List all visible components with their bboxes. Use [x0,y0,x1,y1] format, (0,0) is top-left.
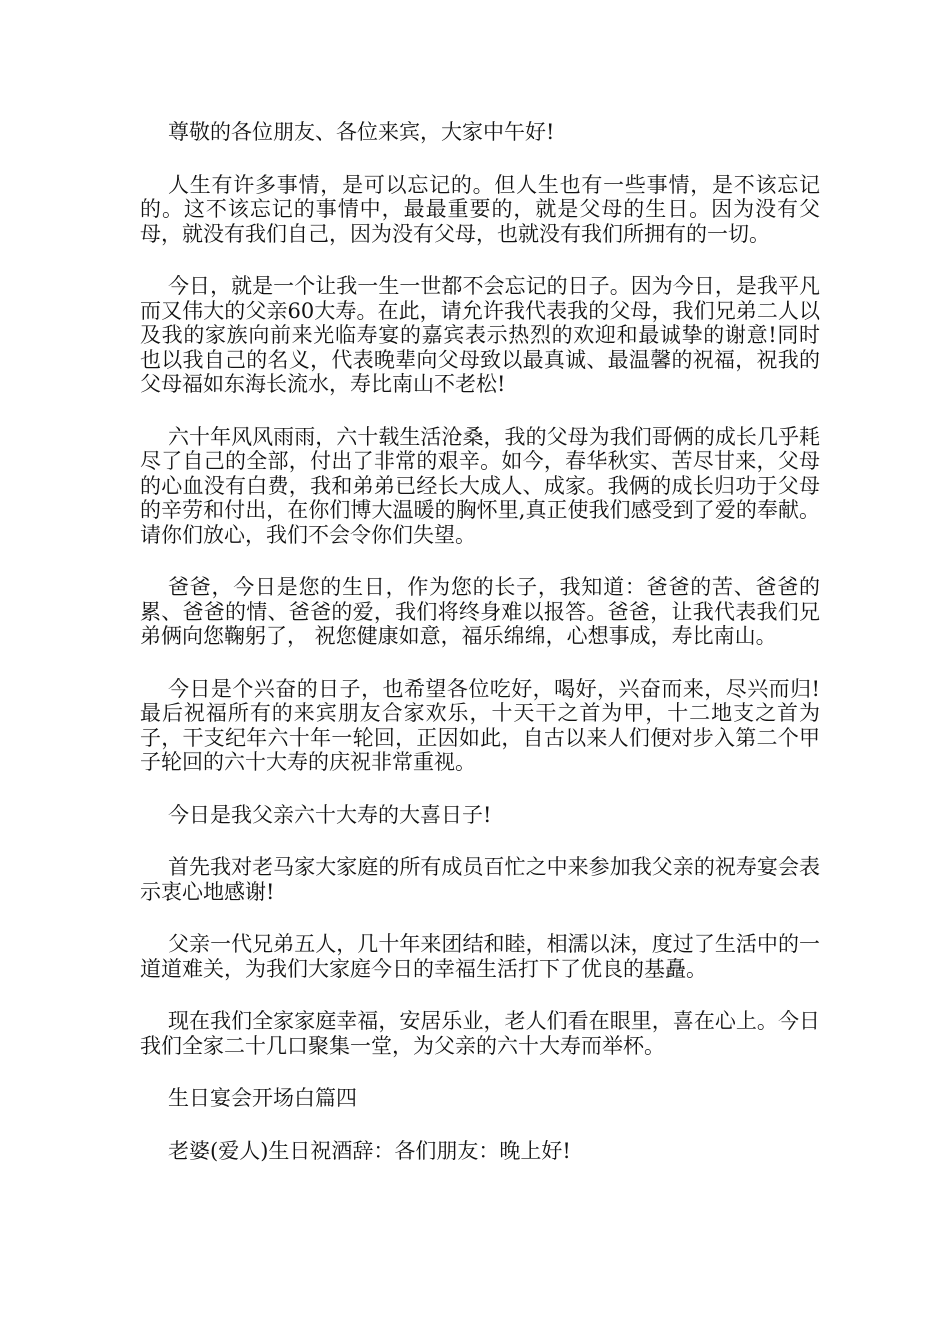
paragraph-wife-toast: 老婆(爱人)生日祝酒辞：各们朋友：晚上好! [168,1138,571,1163]
paragraph-life-things: 人生有许多事情，是可以忘记的。但人生也有一些事情，是不该忘记的。这不该忘记的事情中，最最重要的，就是父母的生日。因为没有父母，就没有我们自己，因为没有父母，也就没有我们所拥有的一切。 [140,172,820,246]
paragraph-today-birthday: 今日，就是一个让我一生一世都不会忘记的日子。因为今日，是我平凡而又伟大的父亲60大寿。在此，请允许我代表我的父母，我们兄弟二人以及我的家族向前来光临寿宴的嘉宾表示热烈的欢迎和最诚挚的谢意!同时也以我自己的名义，代表晚辈向父母致以最真诚、最温馨的祝福，祝我的父母福如东海长流水，寿比南山不老松! [140,274,820,396]
paragraph-thanks-family: 首先我对老马家大家庭的所有成员百忙之中来参加我父亲的祝寿宴会表示衷心地感谢! [140,855,820,904]
paragraph-greeting: 尊敬的各位朋友、各位来宾，大家中午好! [168,120,555,144]
paragraph-happy-day: 今日是个兴奋的日子，也希望各位吃好，喝好，兴奋而来，尽兴而归!最后祝福所有的来宾朋友合家欢乐，十天干之首为甲，十二地支之首为子，干支纪年六十年一轮回，正因如此，自古以来人们便对步入第二个甲子轮回的六十大寿的庆祝非常重视。 [140,676,820,774]
section-heading: 生日宴会开场白篇四 [168,1086,357,1110]
paragraph-sixty-years: 六十年风风雨雨，六十载生活沧桑，我的父母为我们哥俩的成长几乎耗尽了自己的全部，付出了非常的艰辛。如今，春华秋实、苦尽甘来，父母的心血没有白费，我和弟弟已经长大成人、成家。我俩的成长归功于父母的辛劳和付出，在你们博大温暖的胸怀里,真正使我们感受到了爱的奉献。请你们放心，我们不会令你们失望。 [140,424,820,547]
paragraph-toast: 现在我们全家家庭幸福，安居乐业，老人们看在眼里，喜在心上。今日我们全家二十几口聚集一堂，为父亲的六十大寿而举杯。 [140,1009,820,1058]
paragraph-five-brothers: 父亲一代兄弟五人，几十年来团结和睦，相濡以沫，度过了生活中的一道道难关，为我们大家庭今日的幸福生活打下了优良的基矗。 [140,932,820,981]
document-body [140,120,820,1191]
paragraph-dad: 爸爸，今日是您的生日，作为您的长子，我知道：爸爸的苦、爸爸的累、爸爸的情、爸爸的爱，我们将终身难以报答。爸爸，让我代表我们兄弟俩向您鞠躬了， 祝您健康如意，福乐绵绵，心想事成，寿比南山。 [140,575,820,648]
paragraph-big-day: 今日是我父亲六十大寿的大喜日子! [168,802,492,827]
